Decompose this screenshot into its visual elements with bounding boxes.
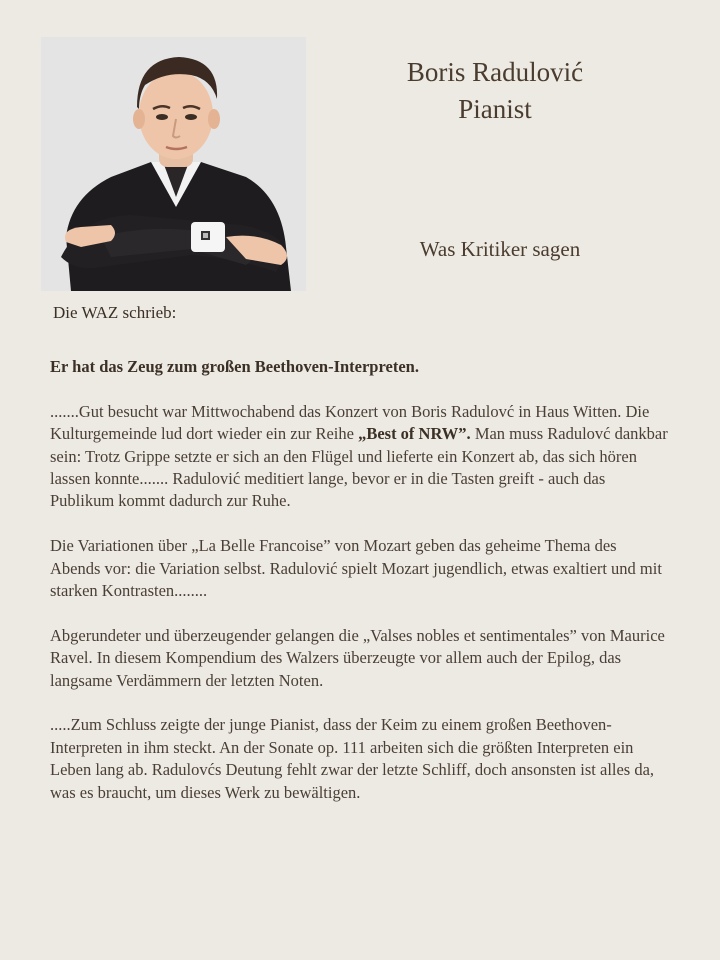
artist-heading xyxy=(330,54,660,128)
artist-role: Pianist xyxy=(458,94,532,124)
portrait-photo xyxy=(41,37,306,291)
artist-name: Boris Radulović xyxy=(406,57,584,87)
review-headline: Er hat das Zeug zum großen Beethoven-Interpreten. xyxy=(50,357,419,376)
series-name: „Best of NRW”. xyxy=(358,424,471,444)
review-paragraph-1 xyxy=(50,401,670,513)
review-paragraph-1-end: Man muss Radulovć dankbar sein: Trotz Grippe setzte er sich an den Flügel und lieferte ein Konzert ab, das sich hören lassen konnte....... Radulović meditiert lange, bevor er in die Tasten greift - auch das Publikum kommt dadurch zur Ruhe. xyxy=(50,424,668,511)
review-article xyxy=(50,356,670,826)
review-paragraph-2: Die Variationen über „La Belle Francoise” von Mozart geben das geheime Thema des Abends vor: die Variation selbst. Radulović spielt Mozart jugendlich, etwas exaltiert und mit starken Kontrasten........ xyxy=(50,536,662,601)
review-paragraph-3: Abgerundeter und überzeugender gelangen die „Valses nobles et sentimentales” von Maurice Ravel. In diesem Kompendium des Walzers überzeugte vor allem auch der Epilog, das langsame Verdämmern der letzten Noten. xyxy=(50,625,665,690)
review-paragraph-4: .....Zum Schluss zeigte der junge Pianist, dass der Keim zu einem großen Beethoven-Interpreten in ihm steckt. An der Sonate op. 111 arbeiten sich die größten Interpreten ein Leben lang ab. Radulovćs Deutung fehlt zwar der letzte Schliff, doch ansonsten ist alles da, was es braucht, um dieses Werk zu bewältigen. xyxy=(50,715,655,802)
review-paragraph-1-start: .......Gut besucht war Mittwochabend das Konzert von Boris Radulovć in Haus Witten. Die Kulturgemeinde lud dort wieder ein zur Reihe xyxy=(50,401,650,444)
review-source: Die WAZ schrieb: xyxy=(53,303,177,322)
section-title: Was Kritiker sagen xyxy=(419,237,581,261)
